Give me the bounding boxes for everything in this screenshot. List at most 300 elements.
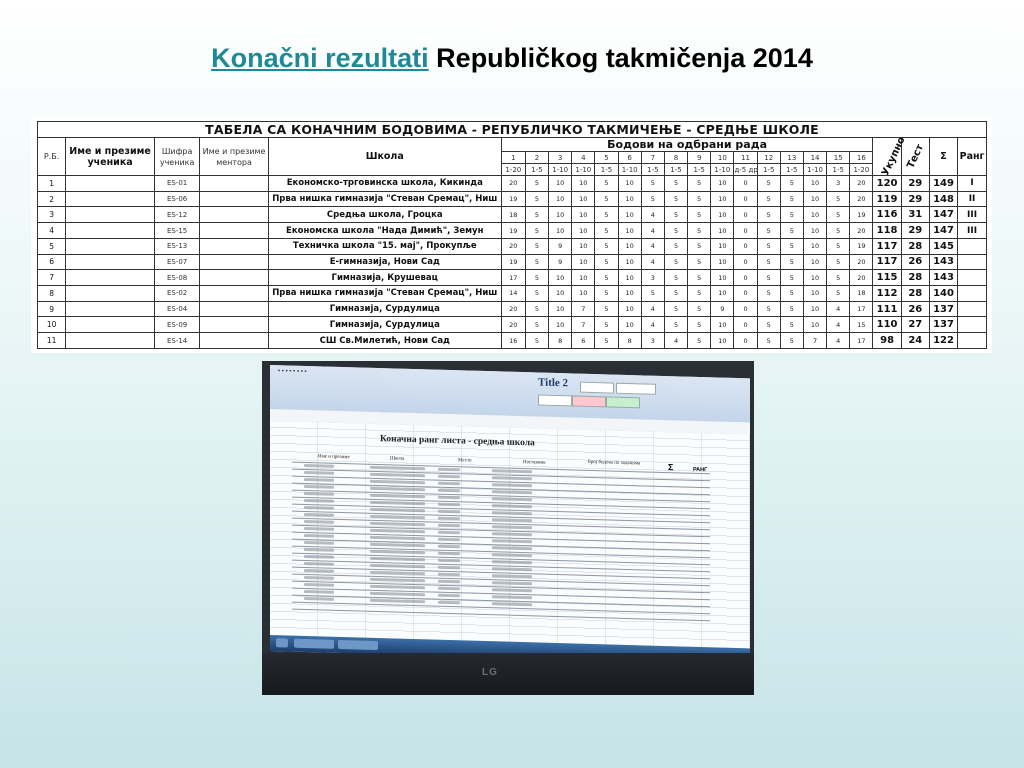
cell-test: 26 [901, 301, 929, 317]
title-text: Republičkog takmičenja 2014 [428, 43, 813, 73]
task-number-header: 2 [525, 152, 548, 164]
cell-task-points: 10 [549, 317, 572, 333]
taskbar-item [338, 640, 378, 650]
cell-task-points: 20 [850, 254, 873, 270]
task-range-header: 1-5 [664, 164, 687, 176]
cell-task-points: 5 [664, 286, 687, 302]
sheet-cell-text [438, 538, 460, 542]
cell-sum: 137 [929, 301, 957, 317]
cell-task-points: 19 [501, 191, 525, 207]
sheet-cell-text [304, 555, 334, 559]
cell-task-points: 5 [780, 223, 803, 239]
cell-rank [958, 317, 987, 333]
table-row [38, 254, 987, 270]
header-test: Тест [901, 138, 929, 176]
cell-task-points: 5 [641, 191, 664, 207]
sheet-cell-text [304, 513, 334, 517]
cell-task-points: 5 [525, 223, 548, 239]
cell-task-points: 0 [734, 191, 757, 207]
cell-task-points: 5 [595, 238, 618, 254]
cell-task-points: 10 [711, 270, 734, 286]
sheet-cell-text [304, 562, 334, 566]
sheet-cell-text [438, 580, 460, 584]
cell-task-points: 19 [501, 223, 525, 239]
cell-task-points: 5 [780, 317, 803, 333]
cell-task-points: 0 [734, 223, 757, 239]
cell-rb: 4 [38, 223, 66, 239]
task-number-header: 13 [780, 152, 803, 164]
cell-task-points: 5 [525, 333, 548, 349]
cell-task-points: 4 [664, 333, 687, 349]
cell-mentor [200, 333, 269, 349]
cell-school: Економска школа "Нада Димић", Земун [268, 223, 501, 239]
sheet-cell-text [492, 511, 532, 515]
cell-task-points: 20 [850, 270, 873, 286]
task-number-header: 12 [757, 152, 780, 164]
cell-task-points: 19 [850, 207, 873, 223]
cell-task-points: 5 [664, 301, 687, 317]
table-row [38, 333, 987, 349]
cell-task-points: 5 [688, 286, 711, 302]
cell-task-points: 10 [803, 270, 826, 286]
cell-code: ES-12 [154, 207, 199, 223]
cell-total: 120 [873, 176, 901, 192]
cell-task-points: 5 [780, 207, 803, 223]
cell-task-points: 20 [850, 223, 873, 239]
sheet-cell-text [438, 531, 460, 535]
cell-task-points: 5 [688, 333, 711, 349]
cell-rank [958, 238, 987, 254]
cell-task-points: 9 [711, 301, 734, 317]
sheet-cell-text [492, 602, 532, 606]
cell-task-points: 5 [757, 317, 780, 333]
cell-task-points: 10 [803, 207, 826, 223]
sheet-cell-text [492, 595, 532, 599]
task-range-header: 1-10 [711, 164, 734, 176]
cell-task-points: 20 [501, 176, 525, 192]
sheet-cell-text [304, 464, 334, 468]
sheet-cell-text [370, 578, 425, 583]
cell-task-points: 20 [501, 317, 525, 333]
sheet-cell-text [370, 543, 425, 548]
task-number-header: 7 [641, 152, 664, 164]
cell-task-points: 0 [734, 317, 757, 333]
cell-task-points: 5 [757, 286, 780, 302]
cell-task-points: 5 [780, 254, 803, 270]
cell-test: 26 [901, 254, 929, 270]
sheet-cell-text [492, 546, 532, 550]
cell-task-points: 4 [641, 207, 664, 223]
cell-task-points: 10 [618, 176, 641, 192]
sheet-cell-text [370, 487, 425, 492]
task-number-header: 5 [595, 152, 618, 164]
ribbon-tab-strip: ▪ ▪ ▪ ▪ ▪ ▪ ▪ ▪ [278, 368, 307, 376]
cell-test: 24 [901, 333, 929, 349]
cell-task-points: 9 [549, 254, 572, 270]
cell-task-points: 5 [688, 254, 711, 270]
sheet-cell-text [492, 588, 532, 592]
cell-task-points: 5 [664, 207, 687, 223]
cell-task-points: 5 [525, 176, 548, 192]
ribbon-style-good [606, 396, 640, 408]
header-sum: Σ [929, 138, 957, 176]
cell-task-points: 5 [827, 254, 850, 270]
sheet-cell-text [304, 576, 334, 580]
cell-school: Гимназија, Крушевац [268, 270, 501, 286]
cell-task-points: 5 [757, 238, 780, 254]
cell-school: Е-гимназија, Нови Сад [268, 254, 501, 270]
task-number-header: 6 [618, 152, 641, 164]
cell-task-points: 0 [734, 333, 757, 349]
cell-school: Прва нишка гимназија "Стеван Сремац", Ниш [268, 191, 501, 207]
cell-code: ES-13 [154, 238, 199, 254]
cell-task-points: 10 [618, 301, 641, 317]
table-row [38, 270, 987, 286]
sheet-col-sigma: Σ [668, 462, 674, 473]
cell-task-points: 5 [780, 286, 803, 302]
sheet-cell-text [492, 581, 532, 585]
cell-task-points: 5 [641, 176, 664, 192]
cell-task-points: 10 [711, 207, 734, 223]
cell-task-points: 5 [525, 207, 548, 223]
cell-task-points: 17 [501, 270, 525, 286]
cell-task-points: 18 [501, 207, 525, 223]
task-number-header: 11 [734, 152, 757, 164]
sheet-cell-text [492, 497, 532, 501]
task-number-header: 10 [711, 152, 734, 164]
cell-task-points: 10 [572, 254, 595, 270]
sheet-col-place: Место [458, 458, 472, 464]
cell-task-points: 4 [827, 317, 850, 333]
cell-rb: 5 [38, 238, 66, 254]
task-range-header: д-5 др [734, 165, 758, 174]
cell-task-points: 4 [641, 301, 664, 317]
sheet-cell-text [304, 478, 334, 482]
cell-task-points: 10 [618, 191, 641, 207]
cell-total: 117 [873, 254, 901, 270]
cell-rb: 11 [38, 333, 66, 349]
spreadsheet-photo [262, 361, 754, 695]
cell-task-points: 3 [641, 333, 664, 349]
task-number-header: 14 [803, 152, 826, 164]
cell-task-points: 5 [780, 238, 803, 254]
table-row [38, 223, 987, 239]
cell-task-points: 0 [734, 176, 757, 192]
cell-task-points: 10 [549, 223, 572, 239]
title-link[interactable]: Konačni rezultati [211, 43, 429, 73]
ribbon-style-total [580, 382, 614, 394]
cell-task-points: 7 [572, 317, 595, 333]
cell-sum: 122 [929, 333, 957, 349]
cell-task-points: 17 [850, 333, 873, 349]
sheet-col-teacher: Наставник [523, 460, 546, 466]
cell-code: ES-07 [154, 254, 199, 270]
cell-total: 117 [873, 238, 901, 254]
sheet-cell-text [370, 550, 425, 555]
table-row [38, 317, 987, 333]
slide-title [0, 42, 1024, 74]
sheet-cell-text [370, 480, 425, 485]
cell-student [66, 286, 155, 302]
sheet-cell-text [370, 536, 425, 541]
sheet-cell-text [492, 539, 532, 543]
cell-task-points: 5 [664, 223, 687, 239]
cell-total: 118 [873, 223, 901, 239]
task-number-header: 1 [501, 152, 525, 164]
cell-task-points: 8 [618, 333, 641, 349]
cell-task-points: 10 [711, 176, 734, 192]
sheet-col-name: Име и презиме [318, 454, 350, 461]
cell-task-points: 5 [780, 270, 803, 286]
cell-task-points: 20 [850, 176, 873, 192]
cell-task-points: 5 [595, 333, 618, 349]
cell-student [66, 191, 155, 207]
task-number-header: 3 [549, 152, 572, 164]
sheet-cell-text [438, 601, 460, 605]
cell-mentor [200, 223, 269, 239]
header-total: Укупно [873, 138, 901, 176]
cell-school: Гимназија, Сурдулица [268, 301, 501, 317]
ribbon-style-title2: Title 2 [538, 376, 569, 390]
cell-test: 28 [901, 270, 929, 286]
cell-rb: 1 [38, 176, 66, 192]
cell-task-points: 5 [688, 223, 711, 239]
cell-mentor [200, 254, 269, 270]
cell-task-points: 5 [688, 301, 711, 317]
sheet-cell-text [492, 518, 532, 522]
cell-task-points: 10 [711, 286, 734, 302]
table-row [38, 301, 987, 317]
cell-student [66, 207, 155, 223]
cell-task-points: 18 [850, 286, 873, 302]
cell-task-points: 10 [711, 223, 734, 239]
cell-rank [958, 333, 987, 349]
sheet-title: Коначна ранг листа - средња школа [380, 434, 535, 449]
cell-sum: 147 [929, 223, 957, 239]
sheet-cell-text [492, 560, 532, 564]
cell-task-points: 5 [757, 254, 780, 270]
cell-total: 115 [873, 270, 901, 286]
cell-rank: III [958, 207, 987, 223]
sheet-cell-text [304, 506, 334, 510]
cell-rank [958, 301, 987, 317]
cell-task-points: 10 [549, 286, 572, 302]
monitor-brand-logo: LG [482, 667, 498, 678]
cell-student [66, 317, 155, 333]
cell-task-points: 5 [595, 270, 618, 286]
cell-code: ES-02 [154, 286, 199, 302]
cell-total: 116 [873, 207, 901, 223]
cell-task-points: 10 [803, 238, 826, 254]
sheet-cell-text [370, 508, 425, 513]
cell-mentor [200, 191, 269, 207]
cell-school: СШ Св.Милетић, Нови Сад [268, 333, 501, 349]
cell-task-points: 5 [688, 207, 711, 223]
sheet-cell-text [438, 517, 460, 521]
cell-task-points: 10 [572, 207, 595, 223]
results-table [37, 121, 987, 349]
cell-task-points: 10 [572, 191, 595, 207]
cell-code: ES-06 [154, 191, 199, 207]
task-number-header: 15 [827, 152, 850, 164]
sheet-cell-text [438, 489, 460, 493]
cell-sum: 147 [929, 207, 957, 223]
task-range-header: 1-5 [827, 164, 850, 176]
task-range-header: 1-5 [595, 164, 618, 176]
cell-task-points: 20 [501, 301, 525, 317]
cell-task-points: 19 [501, 254, 525, 270]
table-row [38, 286, 987, 302]
cell-task-points: 20 [850, 191, 873, 207]
cell-sum: 148 [929, 191, 957, 207]
cell-task-points: 10 [618, 223, 641, 239]
cell-student [66, 238, 155, 254]
table-row [38, 207, 987, 223]
ribbon-style-warning [616, 383, 656, 395]
cell-school: Прва нишка гимназија "Стеван Сремац", Ниш [268, 286, 501, 302]
cell-rank: I [958, 176, 987, 192]
sheet-cell-text [304, 569, 334, 573]
sheet-cell-text [438, 496, 460, 500]
cell-sum: 143 [929, 254, 957, 270]
cell-task-points: 5 [525, 301, 548, 317]
cell-task-points: 0 [734, 254, 757, 270]
cell-rb: 9 [38, 301, 66, 317]
cell-task-points: 10 [711, 191, 734, 207]
sheet-cell-text [370, 515, 425, 520]
cell-task-points: 10 [618, 254, 641, 270]
task-number-header: 4 [572, 152, 595, 164]
task-range-header: 1-5 [688, 164, 711, 176]
cell-task-points: 20 [501, 238, 525, 254]
cell-task-points: 4 [641, 254, 664, 270]
cell-task-points: 19 [850, 238, 873, 254]
cell-task-points: 10 [803, 191, 826, 207]
cell-task-points: 5 [780, 191, 803, 207]
cell-rank [958, 270, 987, 286]
cell-task-points: 10 [618, 317, 641, 333]
cell-task-points: 0 [734, 301, 757, 317]
cell-task-points: 10 [803, 254, 826, 270]
sheet-cell-text [370, 599, 425, 604]
cell-total: 112 [873, 286, 901, 302]
cell-task-points: 10 [803, 286, 826, 302]
header-rank: Ранг [958, 138, 987, 176]
task-number-header: 16 [850, 152, 873, 164]
table-row [38, 191, 987, 207]
cell-school: Техничка школа "15. мај", Прокупље [268, 238, 501, 254]
sheet-cell-text [438, 594, 460, 598]
cell-school: Гимназија, Сурдулица [268, 317, 501, 333]
cell-task-points: 5 [827, 191, 850, 207]
task-range-header: 1-5 [525, 164, 548, 176]
cell-test: 31 [901, 207, 929, 223]
sheet-cell-text [438, 545, 460, 549]
task-range-header: 1-20 [850, 164, 873, 176]
cell-task-points: 7 [572, 301, 595, 317]
sheet-cell-text [370, 494, 425, 499]
cell-mentor [200, 238, 269, 254]
cell-task-points: 5 [525, 191, 548, 207]
sheet-cell-text [492, 476, 532, 480]
cell-rank: III [958, 223, 987, 239]
cell-task-points: 10 [572, 238, 595, 254]
sheet-cell-text [370, 473, 425, 478]
sheet-cell-text [438, 482, 460, 486]
cell-task-points: 5 [525, 254, 548, 270]
header-code: Шифра ученика [154, 138, 199, 176]
cell-total: 119 [873, 191, 901, 207]
header-rb: Р.Б. [38, 138, 66, 176]
cell-task-points: 5 [780, 301, 803, 317]
cell-rb: 2 [38, 191, 66, 207]
cell-task-points: 5 [595, 207, 618, 223]
cell-code: ES-14 [154, 333, 199, 349]
cell-task-points: 0 [734, 207, 757, 223]
header-points-group: Бодови на одбрани рада [501, 138, 873, 152]
start-button [276, 638, 288, 647]
cell-student [66, 176, 155, 192]
cell-task-points: 5 [595, 223, 618, 239]
cell-task-points: 5 [664, 317, 687, 333]
cell-task-points: 10 [618, 207, 641, 223]
cell-school: Економско-трговинска школа, Кикинда [268, 176, 501, 192]
header-mentor: Име и презиме ментора [200, 138, 269, 176]
cell-test: 28 [901, 286, 929, 302]
sheet-cell-text [370, 522, 425, 527]
cell-task-points: 5 [525, 270, 548, 286]
cell-mentor [200, 286, 269, 302]
cell-task-points: 10 [618, 286, 641, 302]
task-number-header: 8 [664, 152, 687, 164]
cell-task-points: 5 [827, 286, 850, 302]
cell-task-points: 5 [757, 333, 780, 349]
cell-task-points: 5 [595, 286, 618, 302]
cell-task-points: 10 [549, 270, 572, 286]
ribbon-style-normal [538, 394, 572, 406]
cell-rank [958, 254, 987, 270]
cell-task-points: 10 [803, 223, 826, 239]
cell-task-points: 5 [688, 176, 711, 192]
cell-task-points: 5 [664, 191, 687, 207]
cell-task-points: 10 [572, 176, 595, 192]
cell-task-points: 10 [711, 238, 734, 254]
cell-mentor [200, 317, 269, 333]
sheet-cell-text [304, 527, 334, 531]
cell-task-points: 5 [757, 270, 780, 286]
cell-task-points: 5 [757, 176, 780, 192]
sheet-cell-text [370, 501, 425, 506]
cell-sum: 149 [929, 176, 957, 192]
sheet-cell-text [370, 466, 425, 471]
cell-task-points: 5 [595, 191, 618, 207]
sheet-cell-text [370, 571, 425, 576]
cell-code: ES-15 [154, 223, 199, 239]
cell-sum: 140 [929, 286, 957, 302]
sheet-cell-text [304, 492, 334, 496]
sheet-cell-text [492, 553, 532, 557]
cell-rb: 3 [38, 207, 66, 223]
cell-task-points: 5 [757, 191, 780, 207]
cell-task-points: 10 [572, 286, 595, 302]
task-range-header: 1-10 [572, 164, 595, 176]
sheet-cell-text [370, 592, 425, 597]
sheet-cell-text [304, 597, 334, 601]
cell-student [66, 254, 155, 270]
sheet-cell-text [370, 557, 425, 562]
sheet-cell-text [492, 483, 532, 487]
cell-task-points: 5 [525, 286, 548, 302]
